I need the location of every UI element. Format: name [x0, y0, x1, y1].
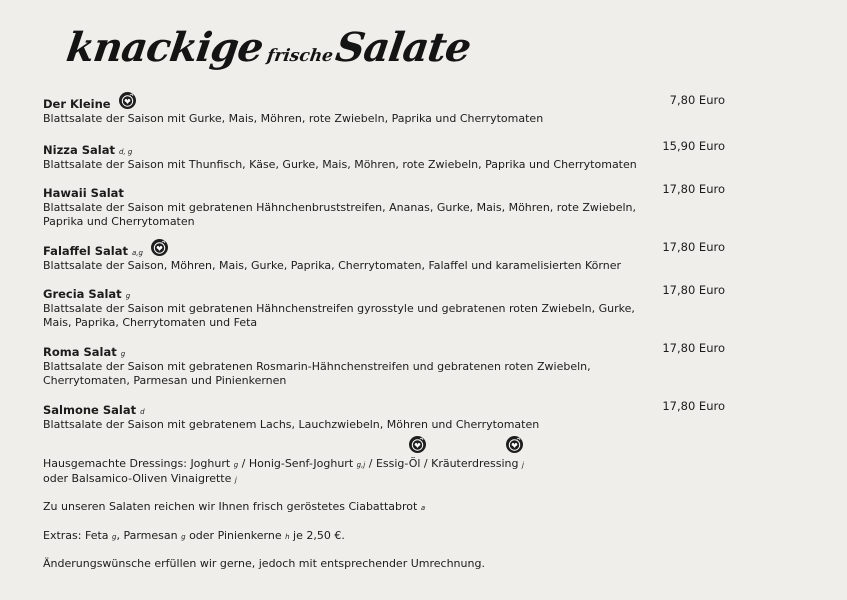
item-description: Blattsalate der Saison mit gebratenen Rosmarin-Hähnchenstreifen und gebratenen roten Zwiebeln, [43, 360, 591, 373]
item-description-line2: Paprika und Cherrytomaten [43, 215, 195, 228]
item-allergens: d [140, 408, 145, 416]
menu-item [43, 341, 733, 388]
item-description: Blattsalate der Saison mit gebratenem Lachs, Lauchzwiebeln, Möhren und Cherrytomaten [43, 418, 540, 431]
vegetarian-leaf-icon [409, 436, 426, 453]
vegetarian-leaf-icon [506, 436, 523, 453]
item-allergens: g [120, 350, 126, 358]
menu-item [43, 182, 733, 229]
item-name: Roma Salat [43, 345, 117, 359]
item-price: 17,80 Euro [662, 240, 725, 254]
vegetarian-leaf-icon [119, 92, 136, 109]
extras-note: Extras: Feta g, Parmesan g oder Pinienkerne h je 2,50 €. [43, 529, 345, 542]
menu-title: knackigefrischeSalate [63, 24, 474, 71]
item-description-line2: Cherrytomaten, Parmesan und Pinienkernen [43, 374, 287, 387]
item-allergens: d, g [118, 148, 133, 156]
item-allergens: a,g [131, 249, 143, 257]
item-allergens: g [125, 292, 131, 300]
item-name: Grecia Salat [43, 287, 122, 301]
item-price: 17,80 Euro [662, 283, 725, 297]
item-price: 17,80 Euro [662, 399, 725, 413]
item-description: Blattsalate der Saison mit gebratenen Hähnchenstreifen gyrosstyle und gebratenen roten Zwiebeln, Gurke, [43, 302, 635, 315]
item-description: Blattsalate der Saison, Möhren, Mais, Gurke, Paprika, Cherrytomaten, Falaffel und karamelisierten Körner [43, 259, 622, 272]
bread-note: Zu unseren Salaten reichen wir Ihnen frisch geröstetes Ciabattabrot a [43, 500, 426, 513]
menu-item [43, 139, 733, 172]
item-description: Blattsalate der Saison mit gebratenen Hähnchenbruststreifen, Ananas, Gurke, Mais, Möhren, rote Zwiebeln, [43, 201, 637, 214]
item-name: Nizza Salat [43, 143, 115, 157]
changes-note: Änderungswünsche erfüllen wir gerne, jedoch mit entsprechender Umrechnung. [43, 557, 485, 570]
dressings-note: Hausgemachte Dressings: Joghurt g / Honig-Senf-Joghurt g,j / Essig-Öl / Kräuterdressing j oder Balsamico-Oliven Vinaigrette j [43, 457, 524, 485]
menu-item [43, 399, 733, 432]
item-description: Blattsalate der Saison mit Thunfisch, Käse, Gurke, Mais, Möhren, rote Zwiebeln, Paprika und Cherrytomaten [43, 158, 637, 171]
vegetarian-leaf-icon [151, 239, 168, 256]
item-name: Der Kleine [43, 97, 111, 111]
menu-item [43, 283, 733, 330]
item-price: 17,80 Euro [662, 341, 725, 355]
item-price: 7,80 Euro [669, 93, 725, 107]
item-description: Blattsalate der Saison mit Gurke, Mais, Möhren, rote Zwiebeln, Paprika und Cherrytomaten [43, 112, 544, 125]
item-description-line2: Mais, Paprika, Cherrytomaten und Feta [43, 316, 258, 329]
menu-item [43, 240, 733, 273]
menu-item [43, 93, 733, 126]
item-price: 15,90 Euro [662, 139, 725, 153]
item-name: Hawaii Salat [43, 186, 124, 200]
item-name: Salmone Salat [43, 403, 137, 417]
item-name: Falaffel Salat [43, 244, 128, 258]
item-price: 17,80 Euro [662, 182, 725, 196]
